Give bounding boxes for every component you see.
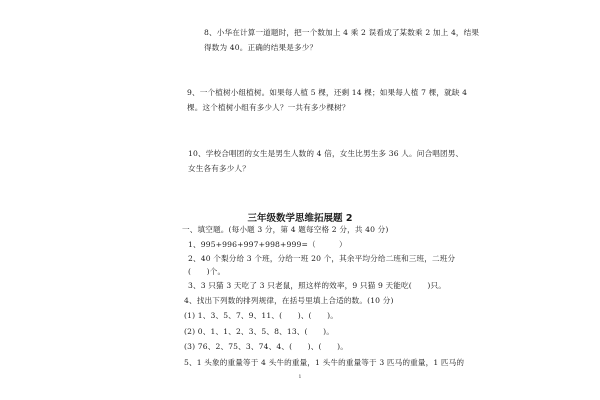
problem-10-line-2: 女生各有多少人？ [188, 164, 250, 173]
question-4-part-3: (3) 76、2、75、3、74、4、( )、( )。 [184, 342, 348, 351]
question-3: 3、3 只猫 3 天吃了 3 只老鼠，照这样的效率，9 只猫 9 天能吃( )只。 [188, 281, 446, 290]
question-4-part-1: (1) 1、3、5、7、9、11、( )、( )。 [184, 311, 339, 320]
question-5: 5、1 头象的重量等于 4 头牛的重量，1 头牛的重量等于 3 匹马的重量，1 匹马的 [184, 358, 465, 367]
problem-8-line-2: 得数为 40。正确的结果是多少？ [204, 43, 318, 52]
section-intro: 一、填空题。(每小题 3 分，第 4 题每空格 2 分，共 40 分) [182, 225, 389, 234]
question-1: 1、995+996+997+998+999=（ ） [188, 240, 347, 249]
section-title: 三年级数学思维拓展题 2 [247, 213, 353, 224]
problem-8-line-1: 8、小华在计算一道题时，把一个数加上 4 乘 2 误看成了某数乘 2 加上 4，结果 [204, 28, 480, 37]
problem-9-line-1: 9、一个植树小组植树。如果每人植 5 棵，还剩 14 棵；如果每人植 7 棵，就缺 4 [187, 88, 468, 97]
question-4: 4、找出下列数的排列规律，在括号里填上合适的数。(10 分) [184, 296, 394, 305]
problem-10-line-1: 10、学校合唱团的女生是男生人数的 4 倍，女生比男生多 36 人。问合唱团男、 [188, 149, 464, 158]
question-2-line-1: 2、40 个梨分给 3 个班，分给一班 20 个，其余平均分给二班和三班，二班分 [188, 254, 456, 263]
question-4-part-2: (2) 0、1、1、2、3、5、8、13、( )。 [184, 327, 335, 336]
question-2-line-2: ( )个。 [188, 267, 226, 276]
page-number: 1 [298, 374, 302, 380]
problem-9-line-2: 棵。这个植树小组有多少人？一共有多少棵树？ [187, 103, 350, 112]
